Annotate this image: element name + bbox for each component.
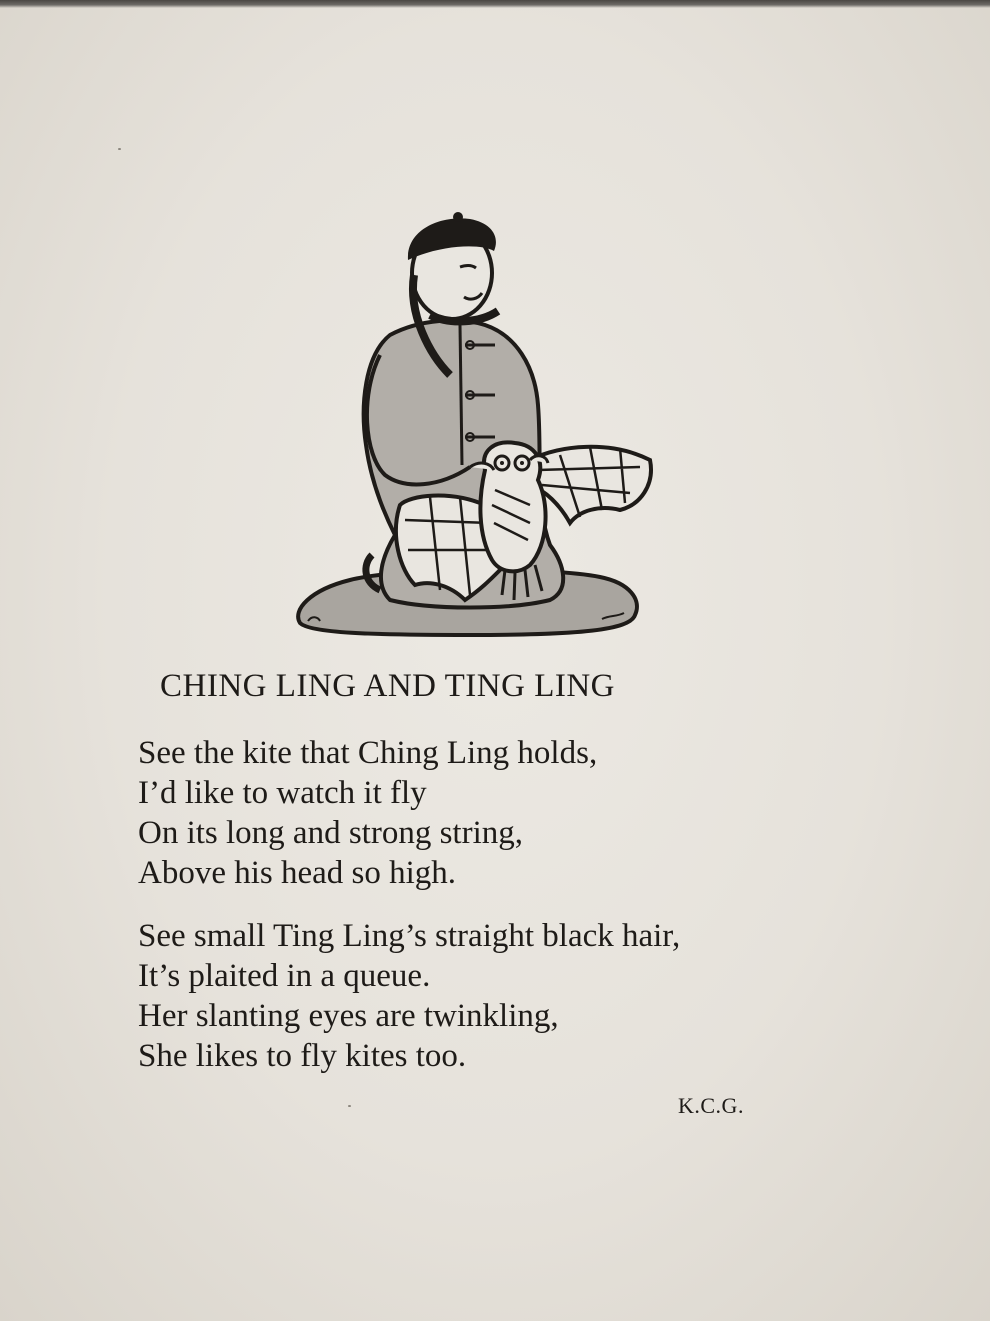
kite-owl-body <box>480 442 545 571</box>
stanza-line: She likes to fly kites too. <box>138 1038 467 1074</box>
author-initials: K.C.G. <box>678 1093 744 1118</box>
paper-speck <box>348 1105 351 1107</box>
stanza-line: Her slanting eyes are twinkling, <box>138 998 559 1034</box>
page-top-edge <box>0 0 990 8</box>
stanza-line: It’s plaited in a queue. <box>138 958 431 994</box>
stanza-line: I’d like to watch it fly <box>138 775 427 811</box>
paper-speck <box>118 148 121 150</box>
child-with-kite-icon <box>280 205 660 645</box>
stanza-line: See small Ting Ling’s straight black hair, <box>138 918 681 954</box>
child-with-kite-illustration <box>280 205 660 645</box>
poem-title: CHING LING AND TING LING <box>160 668 616 704</box>
stanza-1 <box>138 733 838 893</box>
stanza-line: On its long and strong string, <box>138 815 523 851</box>
stanza-line: Above his head so high. <box>138 855 457 891</box>
stanza-line: See the kite that Ching Ling holds, <box>138 735 598 771</box>
stanza-2 <box>138 916 838 1076</box>
